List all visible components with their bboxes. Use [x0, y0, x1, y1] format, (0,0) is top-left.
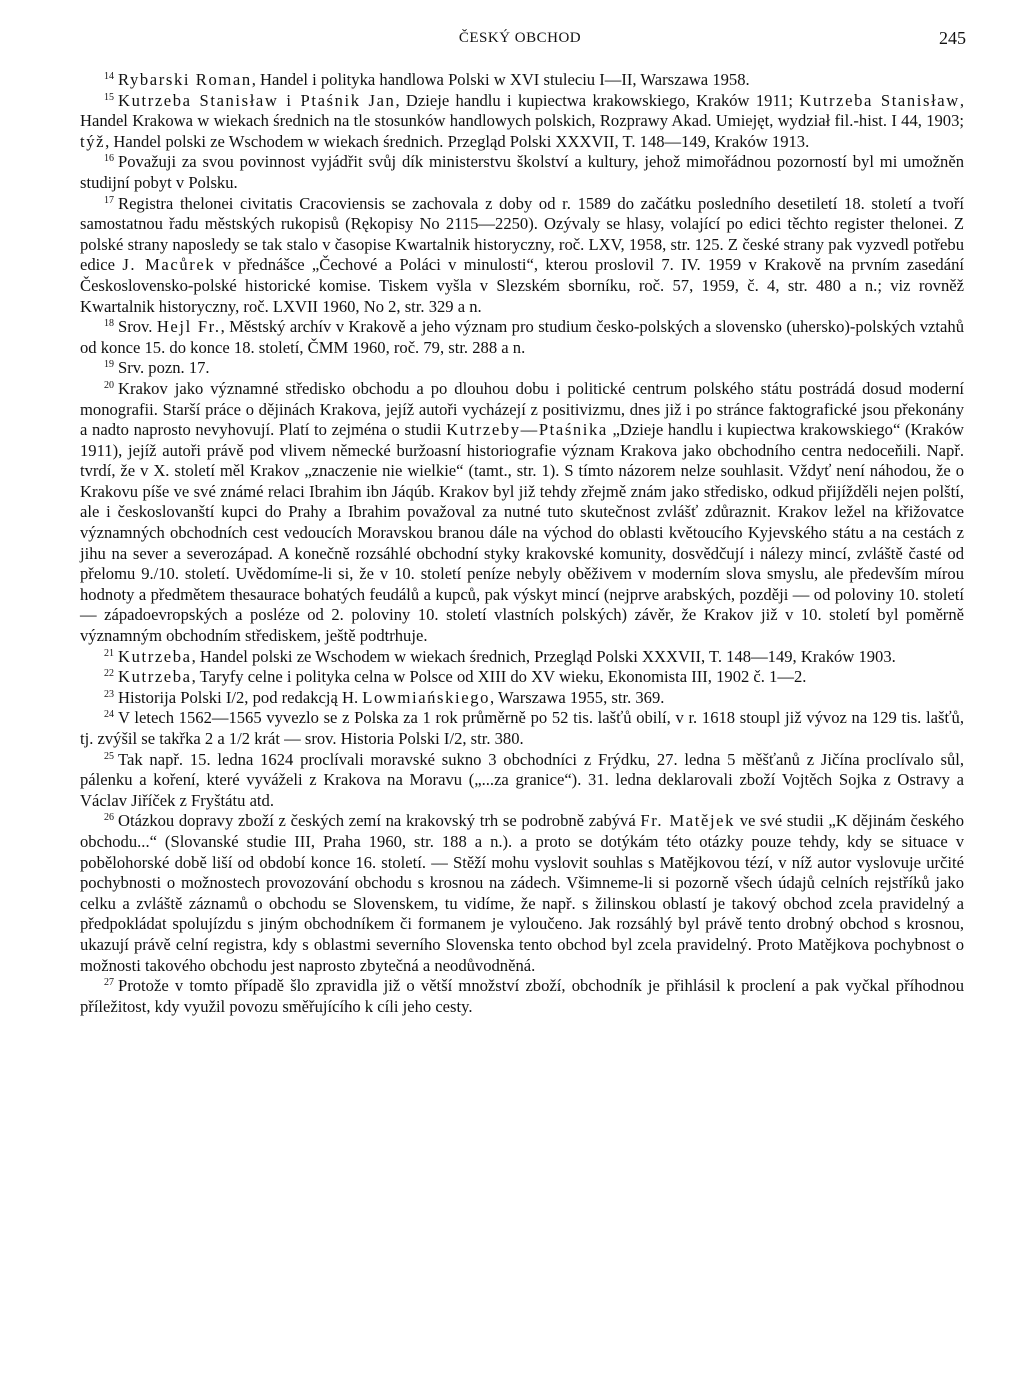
footnote-text: Registra thelonei civitatis Cracoviensis se zachovala z doby od r. 1589 do začátku posledního desetiletí 18. století a tvoří samostatnou řadu městských rukopisů (Rękopisy No 2115—2250). Ozývaly se hlasy, volající po edici těchto register thelonei. Z polské strany naposledy se tak stalo v časopise Kwartalnik historyczny, roč. LXV, 1958, str. 125. Z české strany pak vyzvedl potřebu edice [80, 193, 964, 275]
author-name: Hejl Fr. [156, 317, 221, 337]
footnote-text: , Handel i polityka handlowa Polski w XVI stuleciu I—II, Warszawa 1958. [251, 70, 750, 89]
footnote-text: Tak např. 15. ledna 1624 proclívali moravské sukno 3 obchodníci z Frýdku, 27. ledna 5 měšťanů z Jičína proclívalo sůl, pálenku a koření, které vyváželi z Krakova na Moravu („...za granice“). 31. ledna deklarovali zboží Vojtěch Sojka z Ostravy a Václav Jiříček z Fryštátu atd. [80, 749, 964, 810]
author-name: týž [80, 131, 106, 151]
footnote-number: 27 [104, 977, 114, 989]
footnote-number: 14 [104, 71, 114, 82]
footnote-number: 21 [104, 647, 114, 659]
footnote-text: ve své studii „K dějinám českého obchodu...“ (Slovanské studie III, Praha 1960, str. 188 a n.). a proto se dotýkám této otázky pouze tehdy, kdy se situace v pobělohorské době liší od období konce 16. století. — Stěží mohu vyslovit souhlas s Matějkovou tézí, v níž autor vyslovuje určité pochybnosti o možnostech provozování obchodu s krosnou na zádech. Všimneme-li si pozorně všech údajů celních rejstříků jako celku a zvláště záznamů o obchodu se Slovenskem, tu vidíme, že např. s žilinskou oblastí je takový obchod zcela pravidelný a předpokládat spolujízdu s jiným obchodníkem či formanem je vyloučeno. Jak rozsáhlý byl právě tento drobný obchod s krosnou, ukazují právě celní registra, kdy s oblastmi severního Slovenska tento obchod byl zcela pravidelný. Proto Matějkova pochybnost o možnosti takového obchodu jest naprosto zbytečná a neodůvodněná. [80, 811, 964, 975]
footnote-text: , Městský archív v Krakově a jeho význam pro studium česko-polských a slovensko (uhersko)-polských vztahů od konce 15. do konce 18. století, ČMM 1960, roč. 79, str. 288 a n. [80, 317, 964, 357]
footnote-number: 20 [104, 379, 114, 391]
footnote-number: 18 [104, 318, 114, 330]
author-name: Fr. Matějek [640, 811, 736, 831]
author-name: Kutrzeby—Ptaśnika [446, 420, 608, 440]
footnote-27 [80, 976, 964, 1017]
author-name: Kutrzeba Stanisław [799, 90, 960, 110]
footnote-24 [80, 708, 964, 749]
footnote-19 [80, 358, 964, 379]
footnote-number: 17 [104, 194, 114, 206]
footnote-16 [80, 152, 964, 193]
author-name: Lowmiańskiego [362, 687, 490, 707]
footnote-23 [80, 688, 964, 709]
footnote-text: , Handel polski ze Wschodem w wiekach średnich. Przegląd Polski XXXVII, T. 148—149, Kraków 1913. [105, 131, 810, 151]
footnote-text: , Handel polski ze Wschodem w wiekach średnich, Przegląd Polski XXXVII, T. 148—149, Kraków 1903. [191, 646, 896, 666]
footnote-22 [80, 667, 964, 688]
footnote-text: Srov. [118, 317, 157, 337]
footnote-number: 23 [104, 688, 114, 700]
footnote-26 [80, 811, 964, 976]
footnote-text: Otázkou dopravy zboží z českých zemí na krakovský trh se podrobně zabývá [118, 811, 641, 831]
footnote-20 [80, 379, 964, 647]
footnote-text: Srv. pozn. 17. [118, 358, 210, 378]
footnote-text: , Handel Krakowa w wiekach średnich na tle stosunków handlowych polskich, Rozprawy Akad. Umiejęt, wydział fil.-hist. I 44, 1903; [80, 90, 964, 131]
footnote-number: 25 [104, 750, 114, 762]
footnote-text: , Warszawa 1955, str. 369. [490, 687, 665, 707]
footnote-text: V letech 1562—1565 vyvezlo se z Polska za 1 rok průměrně po 52 tis. lašťů obilí, v r. 1618 stoupl již vývoz na 129 tis. lašťů, tj. zvýšil se takřka 2 a 1/2 krát — srov. Historia Polski I/2, str. 380. [80, 708, 964, 748]
footnote-text: Považuji za svou povinnost vyjádřit svůj dík ministerstvu školství a kultury, jehož mimořádnou pozorností byl mi umožněn studijní pobyt v Polsku. [80, 152, 964, 192]
author-name: Kutrzeba [118, 667, 192, 687]
footnote-text: Protože v tomto případě šlo zpravidla již o větší množství zboží, obchodník je přihlásil k proclení a pak vyčkal příhodnou příležitost, kdy využil povozu směřujícího k cíli jeho cesty. [80, 976, 964, 1016]
footnote-number: 26 [104, 812, 114, 824]
footnote-number: 15 [104, 91, 114, 103]
footnote-text: , Taryfy celne i polityka celna w Polsce od XIII do XV wieku, Ekonomista III, 1902 č. 1—2. [191, 667, 807, 687]
footnote-21 [80, 647, 964, 668]
author-name: Rybarski Roman [118, 70, 252, 89]
footnote-number: 24 [104, 709, 114, 721]
footnote-number: 16 [104, 153, 114, 165]
footnote-25 [80, 750, 964, 812]
footnote-15 [80, 91, 964, 153]
footnote-text: , Dzieje handlu i kupiectwa krakowskiego, Kraków 1911; [395, 90, 800, 110]
footnote-number: 22 [104, 668, 114, 680]
page-number: 245 [939, 28, 966, 48]
author-name: Kutrzeba Stanisław i Ptaśnik Jan [118, 90, 396, 110]
footnote-17 [80, 194, 964, 318]
running-title: ČESKÝ OBCHOD [458, 30, 582, 46]
footnote-number: 19 [104, 359, 114, 371]
author-name: Kutrzeba [118, 646, 192, 666]
footnote-18 [80, 317, 964, 358]
footnote-text: v přednášce „Čechové a Poláci v minulosti“, kterou proslovil 7. IV. 1959 v Krakově na prvním zasedání Československo-polské historické komise. Tiskem vyšla v Slezském sborníku, roč. 57, 1959, č. 4, str. 480 a n.; viz rovněž Kwartalnik historyczny, roč. LXVII 1960, No 2, str. 329 a n. [80, 255, 964, 316]
footnotes-section [80, 70, 964, 1017]
footnote-text: Historija Polski I/2, pod redakcją H. [118, 687, 363, 707]
footnote-14 [80, 70, 964, 91]
page-header [74, 30, 966, 60]
footnote-text: Krakov jako významné středisko obchodu a po dlouhou dobu i politické centrum polského státu postrádá dosud moderní monografii. Starší práce o dějinách Krakova, jejíž autoři vycházejí z positivizmu, dnes již i po stránce faktografické jsou překonány a nadto naprosto nevyhovují. Platí to zejména o studii [80, 378, 964, 440]
author-name: J. Macůrek [122, 255, 216, 275]
footnote-text: „Dzieje handlu i kupiectwa krakowskiego“ (Kraków 1911), jejíž autoři právě pod vlivem německé buržoasní historiografie význam Krakova jako obchodního centra nedoceňili. Např. tvrdí, že v X. století měl Krakov „znaczenie nie wielkie“ (tamt., str. 1). S tímto názorem nelze souhlasit. Vždyť není náhodou, že o Krakovu píše ve své známé relaci Ibrahim ibn Jáqúb. Krakov byl již tehdy zřejmě znám jako středisko, odkud přijížděli nejen polští, ale i českoslovanští kupci do Prahy a Ibrahim považoval za nutné tuto skutečnost zvlášť zdůraznit. Krakov ležel na křižovatce významných obchodních cest vedoucích Moravskou branou dále na východ do oblasti květoucího Kyjevského státu a na cestách z jihu na sever a severozápad. A konečně rozsáhlé obchodní styky krakovské komunity, dosvědčují i nálezy mincí, zvláště časté od přelomu 9./10. století. Uvědomíme-li si, že v 10. století peníze nebyly oběživem v moderním slova smyslu, ale především mírou hodnoty a předmětem thesaurace bohatých feudálů a kupců, pak výskyt mincí (nejprve arabských, později — od poloviny 10. století — západoevropských a posléze od 2. poloviny 10. století vlastních polských) závěr, že Krakov již v 10. století byl poměrně významným obchodním střediskem, ještě podtrhuje. [80, 420, 964, 646]
